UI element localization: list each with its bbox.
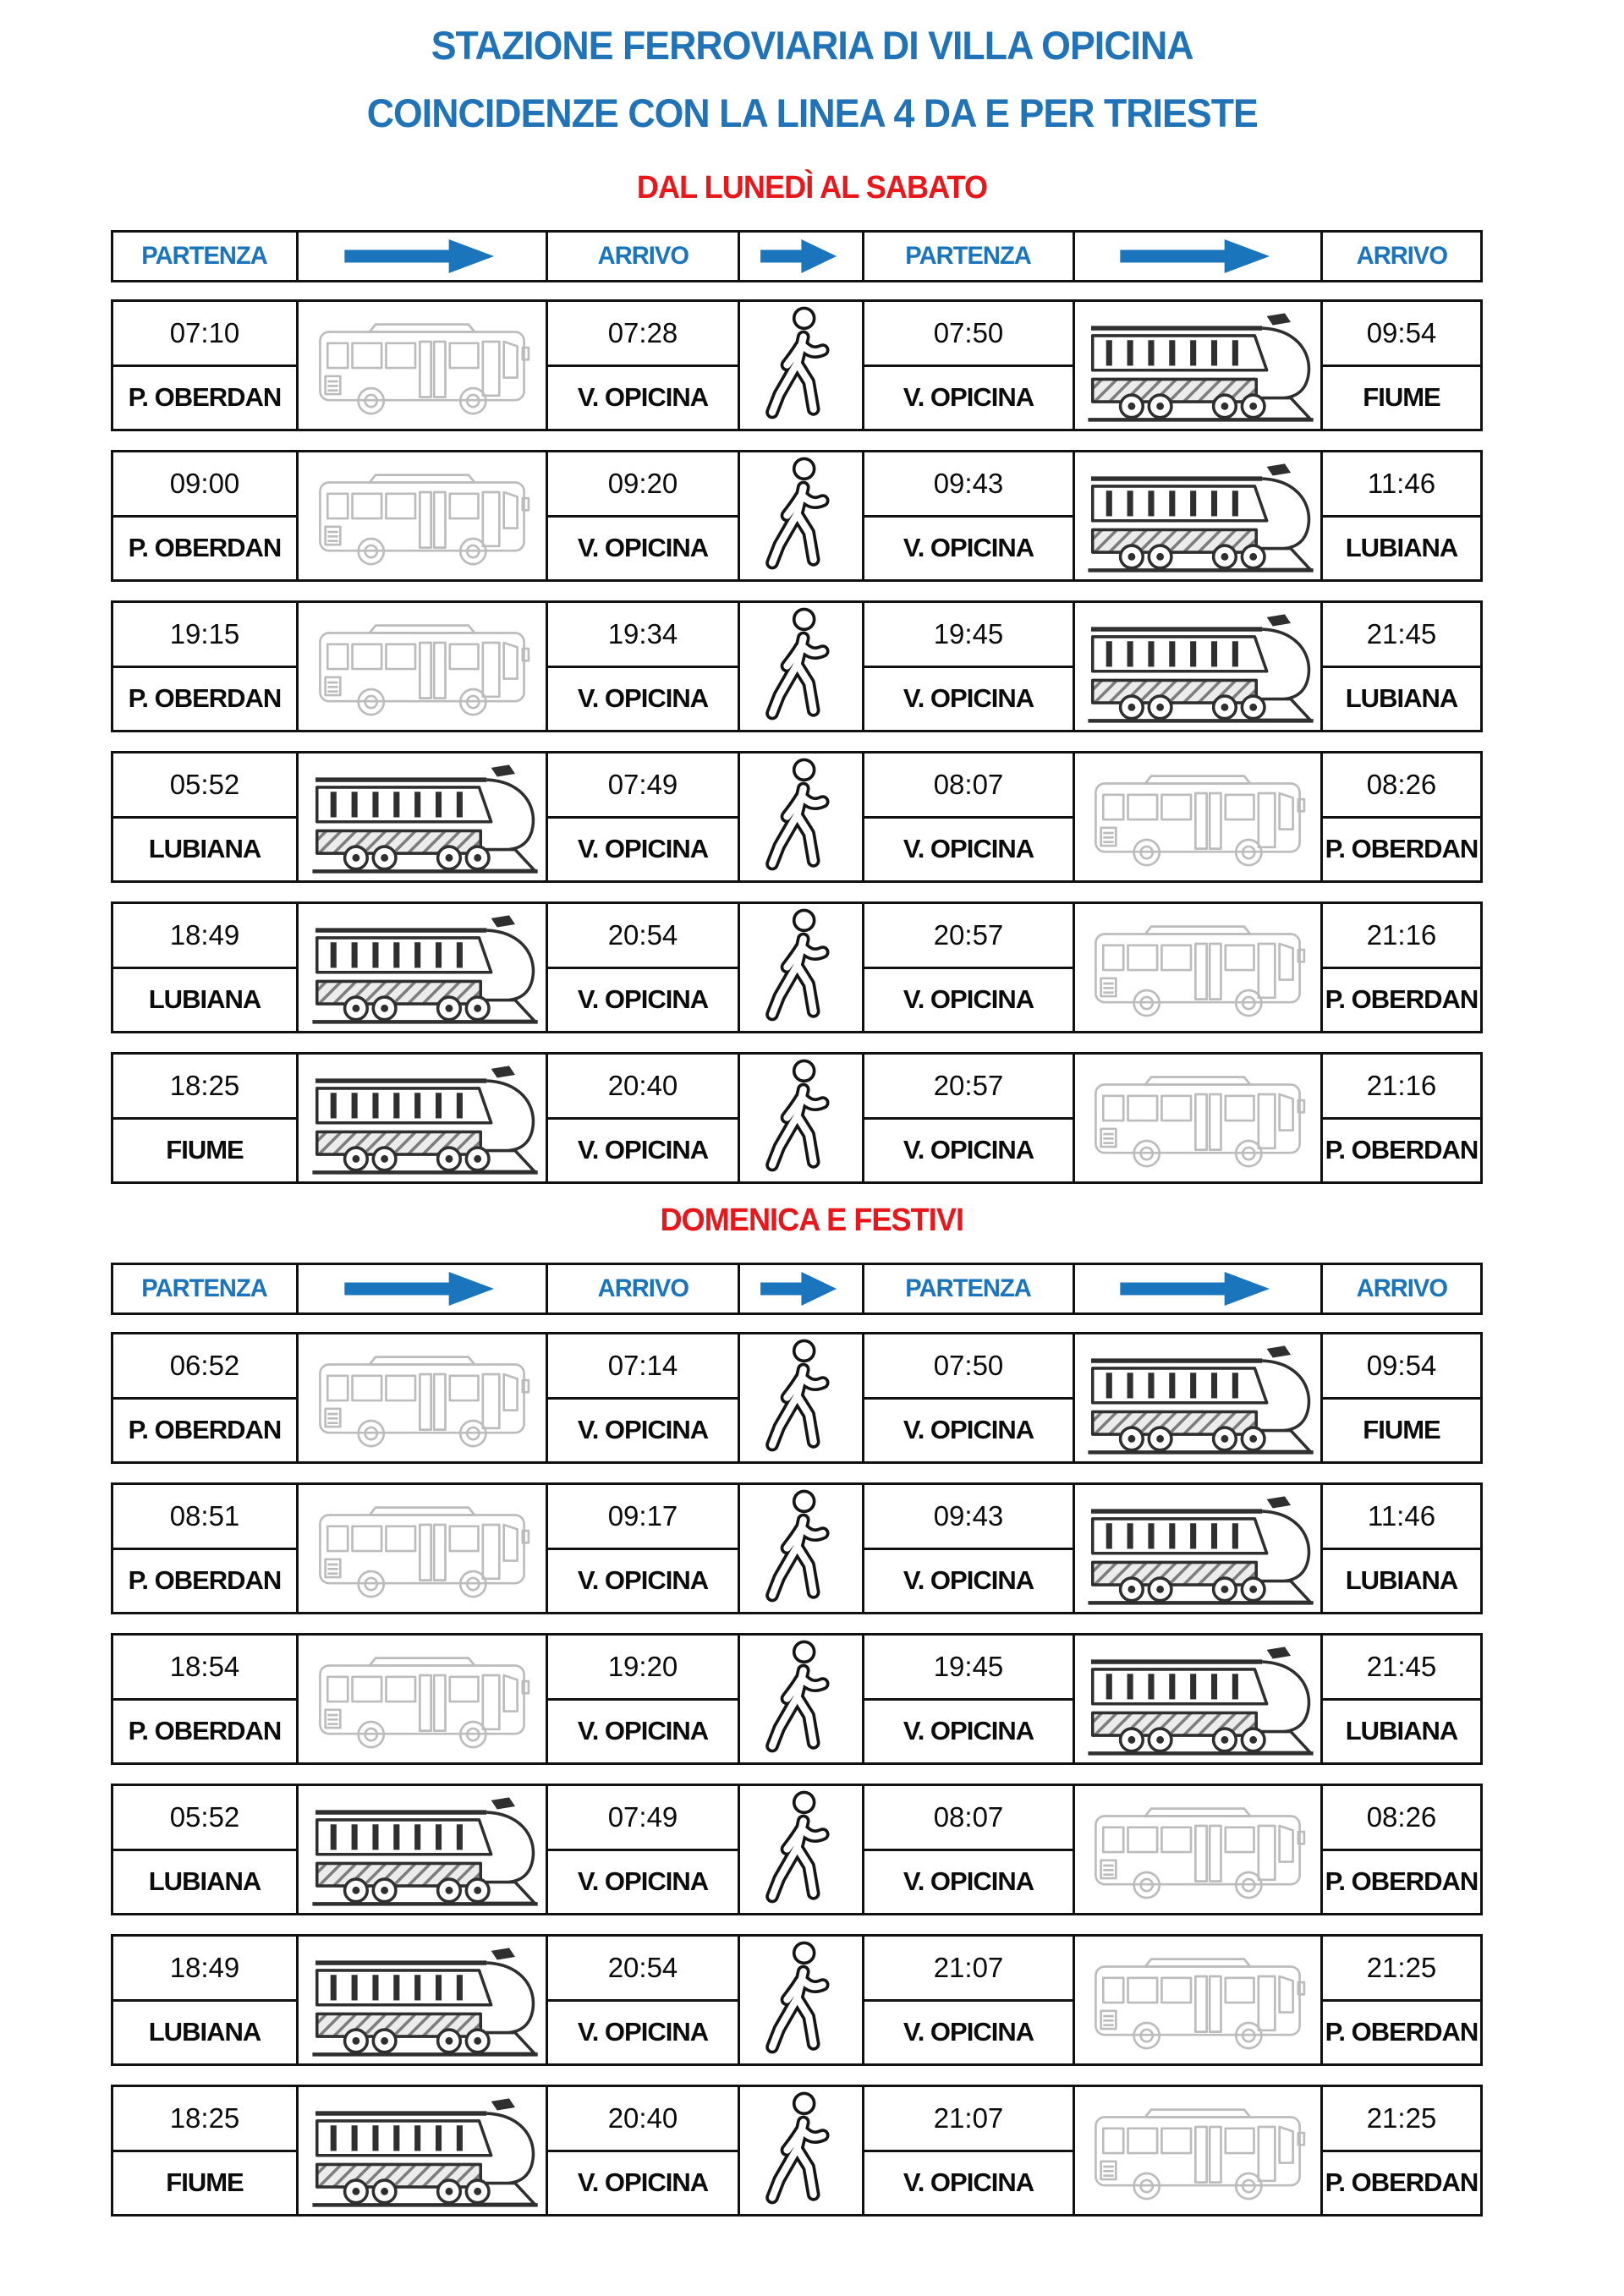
intermediate-departure-cell (862, 1784, 1075, 1915)
final-arrival-time: 21:45 (1323, 1636, 1480, 1701)
right-arrow-icon (335, 235, 509, 277)
departure-cell (111, 901, 299, 1033)
walking-person-icon (762, 1636, 840, 1761)
leg2-vehicle-cell (1073, 1934, 1323, 2066)
train-icon (302, 759, 542, 875)
page-title-line1: STAZIONE FERROVIARIA DI VILLA OPICINA (431, 23, 1193, 68)
intermediate-departure-time: 21:07 (864, 2087, 1073, 2152)
final-arrival-station: LUBIANA (1345, 533, 1458, 563)
leg2-vehicle-cell (1073, 1482, 1323, 1614)
departure-time: 19:15 (113, 603, 296, 668)
final-arrival-cell (1320, 1934, 1483, 2066)
departure-time: 06:52 (113, 1334, 296, 1400)
final-arrival-cell (1320, 1633, 1483, 1765)
departure-station: LUBIANA (148, 834, 261, 864)
final-arrival-cell (1320, 600, 1483, 732)
departure-station: FIUME (166, 1135, 244, 1165)
intermediate-departure-time: 08:07 (864, 1786, 1073, 1851)
leg2-vehicle-cell (1073, 1332, 1323, 1464)
walking-transfer-cell (738, 1332, 864, 1464)
departure-station: LUBIANA (148, 1866, 261, 1897)
final-arrival-time: 09:54 (1323, 302, 1480, 367)
intermediate-arrival-time: 20:54 (548, 904, 738, 969)
intermediate-arrival-cell (546, 1332, 740, 1464)
final-arrival-time: 11:46 (1323, 1485, 1480, 1550)
timetable-row (111, 2085, 1498, 2217)
intermediate-arrival-time: 19:20 (548, 1636, 738, 1701)
walking-transfer-cell (738, 1633, 864, 1765)
walking-transfer-cell (738, 2085, 864, 2217)
timetable-row (111, 299, 1498, 431)
train-icon (1078, 458, 1318, 574)
departure-cell (111, 1332, 299, 1464)
intermediate-arrival-cell (546, 299, 740, 431)
intermediate-arrival-cell (546, 1934, 740, 2066)
intermediate-departure-cell (862, 1633, 1075, 1765)
arrow-cell (738, 1263, 864, 1315)
bus-icon (310, 1341, 535, 1454)
intermediate-arrival-cell (546, 1052, 740, 1184)
final-arrival-station: P. OBERDAN (1325, 2017, 1479, 2047)
bus-icon (310, 610, 535, 722)
leg1-vehicle-cell (296, 600, 548, 732)
intermediate-departure-cell (862, 2085, 1075, 2217)
intermediate-departure-station: V. OPICINA (903, 2017, 1034, 2047)
intermediate-arrival-cell (546, 2085, 740, 2217)
intermediate-arrival-cell (546, 1784, 740, 1915)
bus-icon (1085, 1943, 1310, 2056)
final-arrival-time: 21:25 (1323, 2087, 1480, 2152)
walking-transfer-cell (738, 450, 864, 582)
intermediate-departure-time: 07:50 (864, 302, 1073, 367)
intermediate-departure-cell (862, 1052, 1075, 1184)
intermediate-departure-time: 08:07 (864, 753, 1073, 819)
departure-cell (111, 1934, 299, 2066)
timetable (111, 230, 1498, 1184)
leg1-vehicle-cell (296, 1332, 548, 1464)
walking-person-icon (762, 1937, 840, 2062)
intermediate-departure-time: 21:07 (864, 1937, 1073, 2002)
departure-time: 09:00 (113, 452, 296, 518)
column-header-partenza: PARTENZA (111, 1263, 299, 1315)
leg2-vehicle-cell (1073, 450, 1323, 582)
bus-icon (310, 1492, 535, 1604)
column-header-partenza: PARTENZA (111, 230, 299, 282)
final-arrival-time: 21:25 (1323, 1937, 1480, 2002)
intermediate-arrival-station: V. OPICINA (577, 1866, 709, 1897)
final-arrival-station: FIUME (1363, 1415, 1440, 1445)
intermediate-arrival-cell (546, 751, 740, 883)
intermediate-arrival-station: V. OPICINA (577, 1415, 709, 1445)
bus-icon (1085, 911, 1310, 1023)
departure-station: P. OBERDAN (128, 683, 282, 714)
timetable-row (111, 1784, 1498, 1915)
leg1-vehicle-cell (296, 1482, 548, 1614)
arrow-cell (296, 1263, 548, 1315)
column-header-arrivo: ARRIVO (546, 1263, 740, 1315)
leg1-vehicle-cell (296, 1934, 548, 2066)
departure-station: P. OBERDAN (128, 382, 282, 413)
departure-station: LUBIANA (148, 984, 261, 1015)
bus-icon (1085, 1793, 1310, 1905)
departure-cell (111, 1784, 299, 1915)
departure-time: 08:51 (113, 1485, 296, 1550)
walking-person-icon (762, 1055, 840, 1180)
section-weekdays (0, 170, 1624, 1184)
train-icon (302, 1942, 542, 2058)
final-arrival-cell (1320, 1332, 1483, 1464)
final-arrival-cell (1320, 901, 1483, 1033)
right-arrow-icon (1111, 235, 1285, 277)
intermediate-arrival-station: V. OPICINA (577, 2167, 709, 2198)
column-header-arrivo: ARRIVO (1320, 230, 1483, 282)
intermediate-departure-station: V. OPICINA (903, 1716, 1034, 1746)
departure-cell (111, 1633, 299, 1765)
intermediate-arrival-cell (546, 600, 740, 732)
intermediate-arrival-cell (546, 1482, 740, 1614)
intermediate-arrival-time: 07:49 (548, 753, 738, 819)
intermediate-arrival-station: V. OPICINA (577, 1565, 709, 1596)
final-arrival-station: LUBIANA (1345, 1716, 1458, 1746)
departure-cell (111, 1482, 299, 1614)
walking-transfer-cell (738, 1052, 864, 1184)
intermediate-departure-time: 19:45 (864, 1636, 1073, 1701)
departure-station: LUBIANA (148, 2017, 261, 2047)
train-icon (302, 1791, 542, 1908)
right-arrow-icon (757, 235, 845, 277)
intermediate-departure-time: 20:57 (864, 904, 1073, 969)
walking-person-icon (762, 905, 840, 1029)
intermediate-departure-station: V. OPICINA (903, 1565, 1034, 1596)
arrow-cell (1073, 1263, 1323, 1315)
timetable-row (111, 901, 1498, 1033)
leg2-vehicle-cell (1073, 1633, 1323, 1765)
walking-transfer-cell (738, 751, 864, 883)
walking-transfer-cell (738, 299, 864, 431)
departure-cell (111, 1052, 299, 1184)
departure-time: 07:10 (113, 302, 296, 367)
departure-time: 18:25 (113, 1055, 296, 1120)
intermediate-arrival-time: 07:28 (548, 302, 738, 367)
intermediate-departure-time: 07:50 (864, 1334, 1073, 1400)
final-arrival-time: 21:16 (1323, 1055, 1480, 1120)
intermediate-arrival-station: V. OPICINA (577, 834, 709, 864)
intermediate-arrival-station: V. OPICINA (577, 1716, 709, 1746)
leg1-vehicle-cell (296, 901, 548, 1033)
final-arrival-time: 11:46 (1323, 452, 1480, 518)
final-arrival-station: P. OBERDAN (1325, 1135, 1479, 1165)
leg2-vehicle-cell (1073, 600, 1323, 732)
intermediate-departure-station: V. OPICINA (903, 1135, 1034, 1165)
train-icon (1078, 608, 1318, 725)
intermediate-departure-station: V. OPICINA (903, 533, 1034, 563)
intermediate-departure-cell (862, 299, 1075, 431)
leg1-vehicle-cell (296, 1784, 548, 1915)
intermediate-departure-cell (862, 751, 1075, 883)
departure-cell (111, 299, 299, 431)
walking-transfer-cell (738, 1482, 864, 1614)
walking-transfer-cell (738, 600, 864, 732)
leg2-vehicle-cell (1073, 2085, 1323, 2217)
intermediate-departure-cell (862, 1332, 1075, 1464)
bus-icon (310, 1642, 535, 1755)
departure-time: 18:25 (113, 2087, 296, 2152)
departure-station: P. OBERDAN (128, 1415, 282, 1445)
intermediate-departure-cell (862, 600, 1075, 732)
intermediate-departure-station: V. OPICINA (903, 834, 1034, 864)
header-row (111, 230, 1498, 282)
timetable-row (111, 600, 1498, 732)
final-arrival-cell (1320, 2085, 1483, 2217)
timetable-row (111, 1052, 1498, 1184)
train-icon (1078, 1340, 1318, 1456)
intermediate-departure-station: V. OPICINA (903, 2167, 1034, 2198)
arrow-cell (738, 230, 864, 282)
bus-icon (1085, 760, 1310, 873)
leg1-vehicle-cell (296, 450, 548, 582)
intermediate-arrival-cell (546, 450, 740, 582)
leg2-vehicle-cell (1073, 299, 1323, 431)
column-header-arrivo: ARRIVO (1320, 1263, 1483, 1315)
leg1-vehicle-cell (296, 1633, 548, 1765)
bus-icon (310, 309, 535, 421)
walking-person-icon (762, 604, 840, 728)
train-icon (302, 1060, 542, 1176)
intermediate-arrival-time: 20:54 (548, 1937, 738, 2002)
departure-station: FIUME (166, 2167, 244, 2198)
departure-time: 05:52 (113, 753, 296, 819)
intermediate-arrival-station: V. OPICINA (577, 683, 709, 714)
intermediate-departure-time: 09:43 (864, 452, 1073, 518)
departure-cell (111, 600, 299, 732)
timetable-row (111, 751, 1498, 883)
intermediate-departure-station: V. OPICINA (903, 683, 1034, 714)
page-title-line2: COINCIDENZE CON LA LINEA 4 DA E PER TRIESTE (366, 90, 1258, 136)
intermediate-arrival-time: 07:49 (548, 1786, 738, 1851)
intermediate-arrival-station: V. OPICINA (577, 533, 709, 563)
train-icon (302, 909, 542, 1026)
intermediate-arrival-cell (546, 1633, 740, 1765)
intermediate-arrival-cell (546, 901, 740, 1033)
departure-cell (111, 751, 299, 883)
leg1-vehicle-cell (296, 751, 548, 883)
intermediate-arrival-time: 19:34 (548, 603, 738, 668)
intermediate-departure-time: 19:45 (864, 603, 1073, 668)
walking-transfer-cell (738, 1934, 864, 2066)
leg1-vehicle-cell (296, 2085, 548, 2217)
intermediate-arrival-station: V. OPICINA (577, 382, 709, 413)
bus-icon (1085, 1061, 1310, 1174)
departure-station: P. OBERDAN (128, 1565, 282, 1596)
walking-transfer-cell (738, 901, 864, 1033)
header-row (111, 1263, 1498, 1315)
train-icon (1078, 1641, 1318, 1757)
departure-cell (111, 450, 299, 582)
final-arrival-station: P. OBERDAN (1325, 834, 1479, 864)
leg2-vehicle-cell (1073, 751, 1323, 883)
final-arrival-cell (1320, 1052, 1483, 1184)
final-arrival-cell (1320, 1482, 1483, 1614)
column-header-partenza: PARTENZA (862, 230, 1075, 282)
train-icon (302, 2092, 542, 2209)
leg1-vehicle-cell (296, 1052, 548, 1184)
intermediate-arrival-station: V. OPICINA (577, 1135, 709, 1165)
walking-person-icon (762, 1787, 840, 1911)
final-arrival-time: 09:54 (1323, 1334, 1480, 1400)
departure-time: 18:49 (113, 1937, 296, 2002)
intermediate-departure-cell (862, 450, 1075, 582)
intermediate-departure-time: 20:57 (864, 1055, 1073, 1120)
timetable (111, 1263, 1498, 2217)
leg2-vehicle-cell (1073, 901, 1323, 1033)
intermediate-arrival-time: 09:20 (548, 452, 738, 518)
final-arrival-cell (1320, 751, 1483, 883)
walking-person-icon (762, 1335, 840, 1460)
departure-station: P. OBERDAN (128, 533, 282, 563)
timetable-rows (111, 299, 1498, 1184)
walking-person-icon (762, 453, 840, 578)
column-header-arrivo: ARRIVO (546, 230, 740, 282)
intermediate-arrival-time: 07:14 (548, 1334, 738, 1400)
walking-transfer-cell (738, 1784, 864, 1915)
column-header-partenza: PARTENZA (862, 1263, 1075, 1315)
timetable-row (111, 1633, 1498, 1765)
final-arrival-cell (1320, 1784, 1483, 1915)
arrow-cell (1073, 230, 1323, 282)
timetable-row (111, 450, 1498, 582)
departure-time: 18:49 (113, 904, 296, 969)
intermediate-departure-station: V. OPICINA (903, 382, 1034, 413)
intermediate-arrival-station: V. OPICINA (577, 984, 709, 1015)
timetable-row (111, 1332, 1498, 1464)
final-arrival-station: P. OBERDAN (1325, 2167, 1479, 2198)
walking-person-icon (762, 303, 840, 427)
section-sundays-holidays (0, 1203, 1624, 2217)
intermediate-departure-cell (862, 1934, 1075, 2066)
walking-person-icon (762, 1486, 840, 1610)
intermediate-arrival-time: 20:40 (548, 2087, 738, 2152)
section-heading: DOMENICA E FESTIVI (660, 1202, 964, 1238)
final-arrival-time: 21:45 (1323, 603, 1480, 668)
final-arrival-time: 21:16 (1323, 904, 1480, 969)
right-arrow-icon (335, 1268, 509, 1310)
timetable-row (111, 1934, 1498, 2066)
departure-station: P. OBERDAN (128, 1716, 282, 1746)
leg1-vehicle-cell (296, 299, 548, 431)
arrow-cell (296, 230, 548, 282)
final-arrival-station: LUBIANA (1345, 1565, 1458, 1596)
intermediate-departure-cell (862, 1482, 1075, 1614)
final-arrival-station: P. OBERDAN (1325, 984, 1479, 1015)
departure-time: 05:52 (113, 1786, 296, 1851)
final-arrival-cell (1320, 450, 1483, 582)
departure-time: 18:54 (113, 1636, 296, 1701)
final-arrival-station: LUBIANA (1345, 683, 1458, 714)
final-arrival-cell (1320, 299, 1483, 431)
timetable-row (111, 1482, 1498, 1614)
timetable-rows (111, 1332, 1498, 2217)
departure-cell (111, 2085, 299, 2217)
train-icon (1078, 307, 1318, 424)
intermediate-arrival-time: 09:17 (548, 1485, 738, 1550)
walking-person-icon (762, 754, 840, 879)
intermediate-departure-station: V. OPICINA (903, 1866, 1034, 1897)
right-arrow-icon (1111, 1268, 1285, 1310)
bus-icon (1085, 2094, 1310, 2206)
final-arrival-station: P. OBERDAN (1325, 1866, 1479, 1897)
section-heading: DAL LUNEDÌ AL SABATO (636, 169, 988, 205)
leg2-vehicle-cell (1073, 1052, 1323, 1184)
intermediate-arrival-time: 20:40 (548, 1055, 738, 1120)
leg2-vehicle-cell (1073, 1784, 1323, 1915)
intermediate-departure-cell (862, 901, 1075, 1033)
final-arrival-station: FIUME (1363, 382, 1440, 413)
intermediate-departure-station: V. OPICINA (903, 1415, 1034, 1445)
final-arrival-time: 08:26 (1323, 753, 1480, 819)
intermediate-arrival-station: V. OPICINA (577, 2017, 709, 2047)
train-icon (1078, 1490, 1318, 1607)
intermediate-departure-time: 09:43 (864, 1485, 1073, 1550)
right-arrow-icon (757, 1268, 845, 1310)
bus-icon (310, 459, 535, 572)
final-arrival-time: 08:26 (1323, 1786, 1480, 1851)
walking-person-icon (762, 2088, 840, 2212)
intermediate-departure-station: V. OPICINA (903, 984, 1034, 1015)
